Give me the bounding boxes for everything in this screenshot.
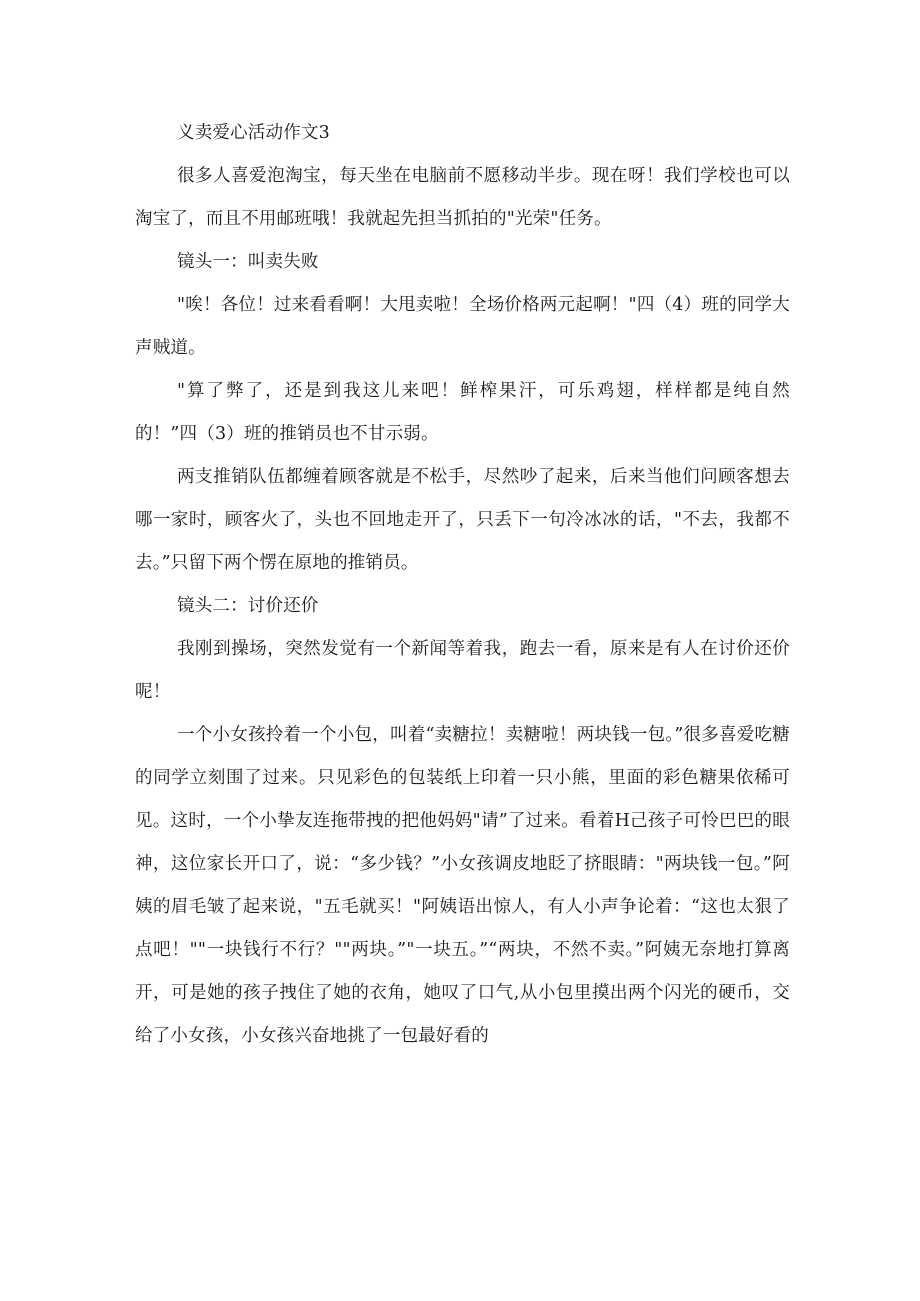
paragraph-customer-leaves: 两支推销队伍都缠着顾客就是不松手，尽然吵了起来，后来当他们问顾客想去哪一家时，顾客火了，头也不回地走开了，只丢下一句冷冰冰的话，"不去，我都不去。”只留下两个愣在原地的推销员。	[135, 467, 790, 573]
paragraph-class-four-shout: "唉！各位！过来看看啊！大甩卖啦！全场价格两元起啊！"四（4）班的同学大声贼道。	[135, 295, 790, 358]
section-heading-scene-one: 镜头一：叫卖失败	[177, 252, 319, 272]
paragraph-class-three-reply: "算了弊了，还是到我这儿来吧！鲜榨果汗，可乐鸡翅，样样都是纯自然的！”四（3）班的推销员也不甘示弱。	[135, 381, 790, 444]
paragraph-arrive-playground: 我刚到操场，突然发觉有一个新闻等着我，跑去一看，原来是有人在讨价还价呢！	[135, 639, 790, 702]
paragraph-candy-bargain: 一个小女孩拎着一个小包，叫着“卖糖拉！卖糖啦！两块钱一包。”很多喜爱吃糖的同学立刻围了过来。只见彩色的包装纸上印着一只小熊，里面的彩色糖果依稀可见。这时，一个小挚友连拖带拽的把他妈妈"请”了过来。看着H己孩子可怜巴巴的眼神，这位家长开口了，说：“多少钱？”小女孩调皮地眨了挤眼睛："两块钱一包。”阿姨的眉毛皱了起来说，"五毛就买！"阿姨语出惊人，有人小声争论着：“这也太狠了点吧！""一块钱行不行？""两块。”"一块五。”“两块，不然不卖。”阿姨无奈地打算离开，可是她的孩子拽住了她的衣角，她叹了口气,从小包里摸出两个闪光的硬币，交给了小女孩，小女孩兴奋地挑了一包最好看的	[135, 725, 790, 1046]
document-body	[135, 112, 790, 1058]
paragraph-intro: 很多人喜爱泡淘宝，每天坐在电脑前不愿移动半步。现在呀！我们学校也可以淘宝了，而且不用邮班哦！我就起先担当抓拍的"光荣"任务。	[135, 166, 790, 229]
section-heading-scene-two: 镜头二：讨价还价	[177, 596, 319, 616]
document-title: 义卖爱心活动作文3	[177, 123, 330, 143]
